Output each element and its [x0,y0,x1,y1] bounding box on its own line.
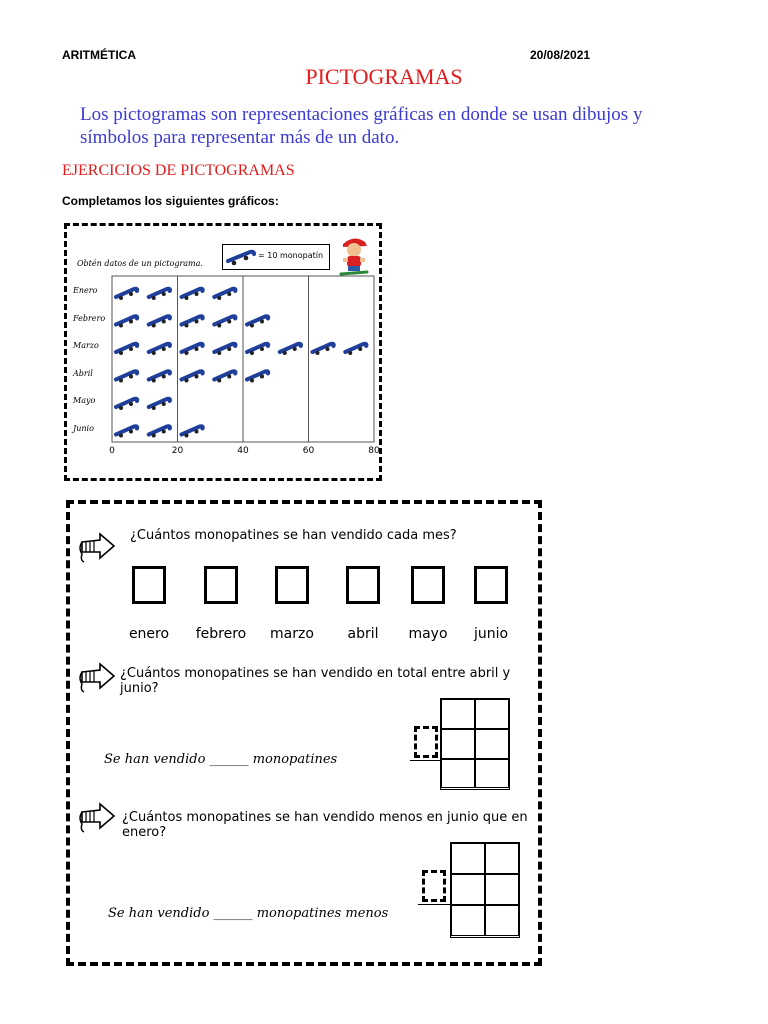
skateboard-icon [214,344,235,355]
pictogram-icons [116,289,366,438]
skateboard-icon [149,344,170,355]
exercises-title: EJERCICIOS DE PICTOGRAMAS [62,162,295,179]
pictogram-grid [112,276,374,442]
answer-3-suffix: monopatines menos [256,906,389,921]
answer-grid-2[interactable] [440,698,510,790]
month-answer-box[interactable] [275,566,309,604]
month-label: Abril [73,368,93,378]
skateboard-icon [214,289,235,300]
axis-tick-label: 20 [171,446,184,456]
question-1: ¿Cuántos monopatines se han vendido cada mes? [130,528,457,543]
skateboard-icon [182,426,203,437]
axis-tick-label: 0 [109,446,115,456]
month-answer-box[interactable] [204,566,238,604]
month-answer-label: enero [128,626,170,642]
month-label: Junio [73,423,94,433]
answer-2-suffix: monopatines [252,752,338,767]
month-label: Enero [73,286,98,295]
skateboard-icon [182,316,203,327]
pictogram-heading: Obtén datos de un pictograma. [77,259,203,268]
skateboard-icon [149,316,170,327]
month-answer-label: mayo [408,626,448,642]
month-answer-label: abril [347,626,379,642]
skateboard-icon [149,371,170,382]
month-label: Mayo [73,396,96,405]
answer-3-blank[interactable]: ______ [213,906,253,921]
operation-line [410,760,440,761]
skateboard-icon [214,371,235,382]
operation-line [418,904,450,905]
date-label: 20/08/2021 [530,48,591,62]
skateboard-icon [149,289,170,300]
answer-3-prefix: Se han vendido [108,906,210,921]
answer-2-prefix: Se han vendido [104,752,206,767]
page-title: PICTOGRAMAS [305,64,463,89]
month-answer-box[interactable] [474,566,508,604]
skateboard-icon [116,399,137,410]
skateboard-icon [247,344,268,355]
skateboard-icon [247,371,268,382]
skateboard-icon [345,344,366,355]
skateboard-icon [182,289,203,300]
skateboard-icon [182,371,203,382]
arrow-pointer-icon [76,660,118,694]
month-answer-box[interactable] [346,566,380,604]
month-label: Marzo [73,341,99,350]
skateboard-icon [149,399,170,410]
month-answer-box[interactable] [411,566,445,604]
month-label: Febrero [73,313,106,323]
question-3: ¿Cuántos monopatines se han vendido menos en junio que en enero? [122,810,528,840]
skateboard-icon [149,426,170,437]
subject-label: ARITMÉTICA [62,48,136,62]
month-answer-label: febrero [195,626,247,642]
skateboard-icon [247,316,268,327]
month-answer-box[interactable] [132,566,166,604]
pictogram-chart [67,226,379,478]
pictogram-frame [64,223,382,481]
skateboard-icon [214,316,235,327]
intro-text: Los pictogramas son representaciones gráficas en donde se usan dibujos y símbolos para representar más de un dato. [80,104,643,148]
instruction-text: Completamos los siguientes gráficos: [62,194,279,208]
answer-grid-3[interactable] [450,842,520,938]
axis-tick-label: 40 [237,446,249,456]
skateboard-icon [116,426,137,437]
carry-box[interactable] [414,726,438,758]
answer-2-blank[interactable]: ______ [209,752,249,767]
arrow-pointer-icon [76,530,118,564]
answer-2 [104,752,337,767]
skateboard-icon [313,344,334,355]
skateboard-icon [280,344,301,355]
skateboard-icon [116,371,137,382]
arrow-pointer-icon [76,800,118,834]
axis-tick-label: 80 [368,446,380,456]
legend-text: = 10 monopatín [258,251,324,260]
skateboard-icon [116,316,137,327]
skateboard-icon [182,344,203,355]
month-answer-label: marzo [270,626,314,642]
carry-box[interactable] [422,870,446,902]
skateboard-icon [116,289,137,300]
question-2: ¿Cuántos monopatines se han vendido en total entre abril y junio? [120,666,511,696]
questions-frame [66,500,542,966]
axis-tick-label: 60 [302,446,315,456]
skateboard-icon [116,344,137,355]
month-answer-label: junio [473,626,509,642]
answer-3 [108,906,388,921]
